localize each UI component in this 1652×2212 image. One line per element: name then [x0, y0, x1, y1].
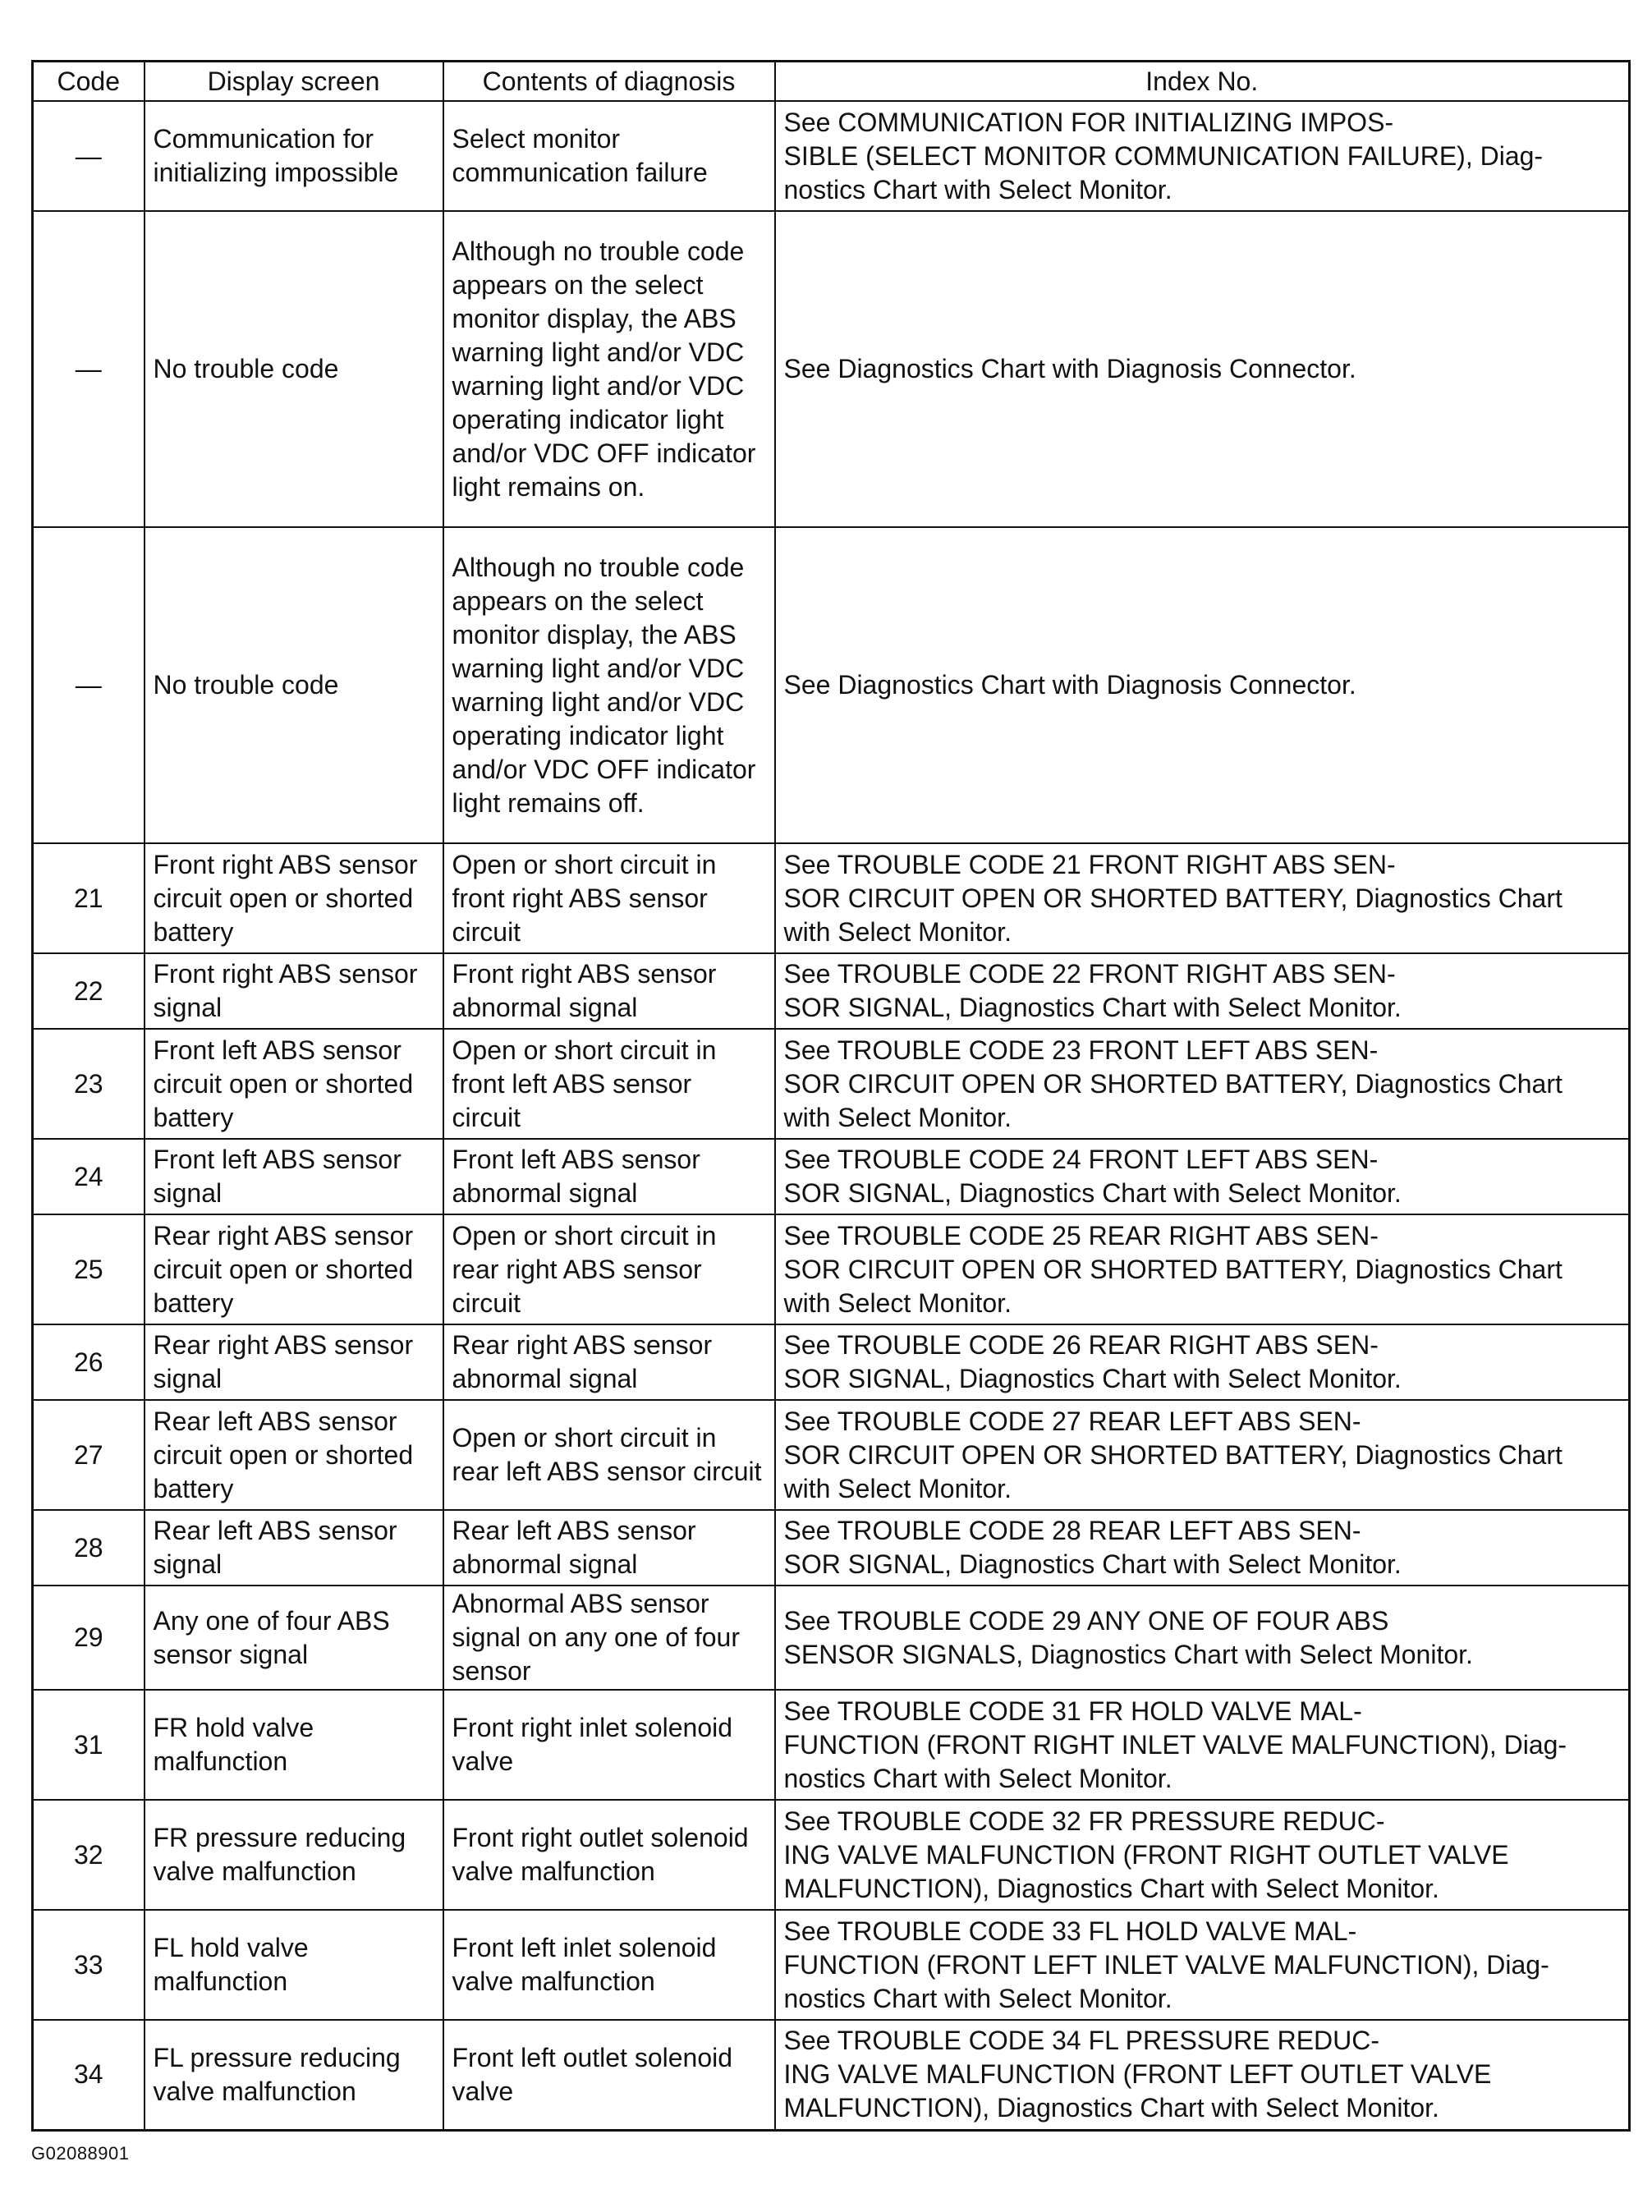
- table-row: [33, 843, 1630, 953]
- cell-index-no: [775, 1690, 1630, 1800]
- cell-index-no: [775, 1029, 1630, 1139]
- index-line: with Select Monitor.: [783, 1102, 1012, 1132]
- header-index-no: Index No.: [775, 62, 1630, 102]
- table-row: [33, 1910, 1630, 2020]
- cell-code: 32: [33, 1800, 145, 1910]
- cell-contents-of-diagnosis: Front left outlet solenoid valve: [443, 2020, 775, 2130]
- cell-contents-of-diagnosis: Abnormal ABS sensor signal on any one of four sensor: [443, 1586, 775, 1690]
- cell-index-no: [775, 1800, 1630, 1910]
- cell-contents-of-diagnosis: Front right ABS sensor abnormal signal: [443, 953, 775, 1029]
- cell-display-screen: Rear right ABS sensor circuit open or shorted battery: [145, 1214, 443, 1324]
- table-row: [33, 1586, 1630, 1690]
- cell-display-screen: FR pressure reducing valve malfunction: [145, 1800, 443, 1910]
- cell-contents-of-diagnosis: Select monitor communication failure: [443, 101, 775, 211]
- index-line: nostics Chart with Select Monitor.: [783, 174, 1172, 204]
- index-line: MALFUNCTION), Diagnostics Chart with Select Monitor.: [783, 1873, 1439, 1903]
- index-line: nostics Chart with Select Monitor.: [783, 1763, 1172, 1793]
- cell-index-no: [775, 953, 1630, 1029]
- cell-index-no: [775, 1586, 1630, 1690]
- cell-display-screen: Front left ABS sensor signal: [145, 1139, 443, 1214]
- index-line: SOR SIGNAL, Diagnostics Chart with Select Monitor.: [783, 1364, 1402, 1393]
- cell-code: —: [33, 101, 145, 211]
- cell-code: 34: [33, 2020, 145, 2130]
- cell-code: 25: [33, 1214, 145, 1324]
- table-row: [33, 1214, 1630, 1324]
- cell-index-no: [775, 2020, 1630, 2130]
- cell-display-screen: Rear left ABS sensor circuit open or shorted battery: [145, 1400, 443, 1510]
- index-line: SIBLE (SELECT MONITOR COMMUNICATION FAILURE), Diag-: [783, 140, 1544, 171]
- cell-contents-of-diagnosis: Front right inlet solenoid valve: [443, 1690, 775, 1800]
- table-row: [33, 1324, 1630, 1400]
- index-line: SOR CIRCUIT OPEN OR SHORTED BATTERY, Diagnostics Chart: [783, 1254, 1563, 1284]
- cell-display-screen: Rear right ABS sensor signal: [145, 1324, 443, 1400]
- table-row: [33, 2020, 1630, 2130]
- cell-code: —: [33, 211, 145, 527]
- cell-contents-of-diagnosis: Front left ABS sensor abnormal signal: [443, 1139, 775, 1214]
- cell-display-screen: FL pressure reducing valve malfunction: [145, 2020, 443, 2130]
- index-line: with Select Monitor.: [783, 916, 1012, 947]
- cell-contents-of-diagnosis: Open or short circuit in front right ABS sensor circuit: [443, 843, 775, 953]
- index-line: nostics Chart with Select Monitor.: [783, 1983, 1172, 2013]
- cell-index-no: [775, 1324, 1630, 1400]
- header-contents-of-diagnosis: Contents of diagnosis: [443, 62, 775, 102]
- table-row: [33, 1400, 1630, 1510]
- index-line: with Select Monitor.: [783, 1473, 1012, 1503]
- index-line: SOR CIRCUIT OPEN OR SHORTED BATTERY, Diagnostics Chart: [783, 1439, 1563, 1470]
- index-line: MALFUNCTION), Diagnostics Chart with Select Monitor.: [783, 2093, 1439, 2123]
- cell-code: 31: [33, 1690, 145, 1800]
- cell-contents-of-diagnosis: Although no trouble code appears on the select monitor display, the ABS warning light and/or VDC warning light and/or VDC operating indicator light and/or VDC OFF indicator light remains on.: [443, 211, 775, 527]
- cell-index-no: [775, 1400, 1630, 1510]
- cell-display-screen: FL hold valve malfunction: [145, 1910, 443, 2020]
- cell-index-no: [775, 101, 1630, 211]
- cell-index-no: [775, 1214, 1630, 1324]
- cell-display-screen: No trouble code: [145, 527, 443, 843]
- cell-code: 33: [33, 1910, 145, 2020]
- cell-contents-of-diagnosis: Open or short circuit in rear right ABS sensor circuit: [443, 1214, 775, 1324]
- index-line: See TROUBLE CODE 29 ANY ONE OF FOUR ABS: [783, 1605, 1389, 1636]
- cell-code: —: [33, 527, 145, 843]
- table-row: [33, 1510, 1630, 1586]
- cell-index-no: [775, 527, 1630, 843]
- cell-index-no: [775, 1510, 1630, 1586]
- cell-contents-of-diagnosis: Open or short circuit in front left ABS sensor circuit: [443, 1029, 775, 1139]
- index-line: See TROUBLE CODE 32 FR PRESSURE REDUC-: [783, 1806, 1385, 1836]
- index-line: See COMMUNICATION FOR INITIALIZING IMPOS-: [783, 107, 1394, 137]
- table-row: [33, 527, 1630, 843]
- table-row: [33, 953, 1630, 1029]
- index-line: SOR SIGNAL, Diagnostics Chart with Select Monitor.: [783, 1549, 1402, 1579]
- cell-code: 22: [33, 953, 145, 1029]
- table-body: [33, 101, 1630, 2130]
- index-line: SOR CIRCUIT OPEN OR SHORTED BATTERY, Diagnostics Chart: [783, 1068, 1563, 1099]
- index-line: See TROUBLE CODE 26 REAR RIGHT ABS SEN-: [783, 1330, 1379, 1360]
- table-row: [33, 1800, 1630, 1910]
- index-line: FUNCTION (FRONT RIGHT INLET VALVE MALFUNCTION), Diag-: [783, 1729, 1567, 1760]
- cell-code: 27: [33, 1400, 145, 1510]
- index-line: with Select Monitor.: [783, 1287, 1012, 1318]
- index-line: See TROUBLE CODE 25 REAR RIGHT ABS SEN-: [783, 1220, 1379, 1251]
- index-line: SOR SIGNAL, Diagnostics Chart with Select Monitor.: [783, 993, 1402, 1022]
- table-row: [33, 211, 1630, 527]
- cell-contents-of-diagnosis: Front right outlet solenoid valve malfunction: [443, 1800, 775, 1910]
- index-line: See Diagnostics Chart with Diagnosis Connector.: [783, 354, 1356, 383]
- cell-contents-of-diagnosis: Rear left ABS sensor abnormal signal: [443, 1510, 775, 1586]
- index-line: See TROUBLE CODE 31 FR HOLD VALVE MAL-: [783, 1696, 1362, 1726]
- diagnosis-table-container: [31, 60, 1628, 2132]
- cell-display-screen: Front right ABS sensor signal: [145, 953, 443, 1029]
- cell-code: 29: [33, 1586, 145, 1690]
- index-line: ING VALVE MALFUNCTION (FRONT RIGHT OUTLET VALVE: [783, 1839, 1509, 1870]
- table-row: [33, 1690, 1630, 1800]
- index-line: See TROUBLE CODE 24 FRONT LEFT ABS SEN-: [783, 1145, 1379, 1174]
- cell-contents-of-diagnosis: Open or short circuit in rear left ABS sensor circuit: [443, 1400, 775, 1510]
- cell-code: 26: [33, 1324, 145, 1400]
- cell-display-screen: Any one of four ABS sensor signal: [145, 1586, 443, 1690]
- figure-code: G02088901: [31, 2143, 130, 2164]
- index-line: SOR SIGNAL, Diagnostics Chart with Select Monitor.: [783, 1178, 1402, 1208]
- index-line: See TROUBLE CODE 33 FL HOLD VALVE MAL-: [783, 1916, 1357, 1946]
- cell-index-no: [775, 211, 1630, 527]
- index-line: See TROUBLE CODE 23 FRONT LEFT ABS SEN-: [783, 1035, 1379, 1065]
- index-line: FUNCTION (FRONT LEFT INLET VALVE MALFUNCTION), Diag-: [783, 1949, 1549, 1980]
- trouble-code-table: [31, 60, 1631, 2132]
- cell-code: 21: [33, 843, 145, 953]
- index-line: SENSOR SIGNALS, Diagnostics Chart with Select Monitor.: [783, 1639, 1473, 1669]
- cell-display-screen: Rear left ABS sensor signal: [145, 1510, 443, 1586]
- cell-index-no: [775, 843, 1630, 953]
- index-line: SOR CIRCUIT OPEN OR SHORTED BATTERY, Diagnostics Chart: [783, 883, 1563, 913]
- cell-contents-of-diagnosis: Front left inlet solenoid valve malfunction: [443, 1910, 775, 2020]
- cell-display-screen: Front right ABS sensor circuit open or shorted battery: [145, 843, 443, 953]
- index-line: See TROUBLE CODE 22 FRONT RIGHT ABS SEN-: [783, 959, 1396, 989]
- index-line: See TROUBLE CODE 21 FRONT RIGHT ABS SEN-: [783, 849, 1396, 879]
- table-row: [33, 1029, 1630, 1139]
- header-code: Code: [33, 62, 145, 102]
- cell-code: 24: [33, 1139, 145, 1214]
- index-line: See Diagnostics Chart with Diagnosis Connector.: [783, 670, 1356, 700]
- index-line: See TROUBLE CODE 28 REAR LEFT ABS SEN-: [783, 1516, 1361, 1545]
- cell-contents-of-diagnosis: Rear right ABS sensor abnormal signal: [443, 1324, 775, 1400]
- cell-index-no: [775, 1910, 1630, 2020]
- cell-display-screen: Front left ABS sensor circuit open or shorted battery: [145, 1029, 443, 1139]
- cell-contents-of-diagnosis: Although no trouble code appears on the select monitor display, the ABS warning light and/or VDC warning light and/or VDC operating indicator light and/or VDC OFF indicator light remains off.: [443, 527, 775, 843]
- cell-display-screen: FR hold valve malfunction: [145, 1690, 443, 1800]
- table-row: [33, 101, 1630, 211]
- index-line: See TROUBLE CODE 34 FL PRESSURE REDUC-: [783, 2026, 1380, 2056]
- cell-display-screen: No trouble code: [145, 211, 443, 527]
- cell-display-screen: Communication for initializing impossible: [145, 101, 443, 211]
- index-line: ING VALVE MALFUNCTION (FRONT LEFT OUTLET VALVE: [783, 2059, 1492, 2090]
- cell-index-no: [775, 1139, 1630, 1214]
- cell-code: 28: [33, 1510, 145, 1586]
- header-display-screen: Display screen: [145, 62, 443, 102]
- table-row: [33, 1139, 1630, 1214]
- cell-code: 23: [33, 1029, 145, 1139]
- index-line: See TROUBLE CODE 27 REAR LEFT ABS SEN-: [783, 1406, 1361, 1436]
- table-header-row: [33, 62, 1630, 102]
